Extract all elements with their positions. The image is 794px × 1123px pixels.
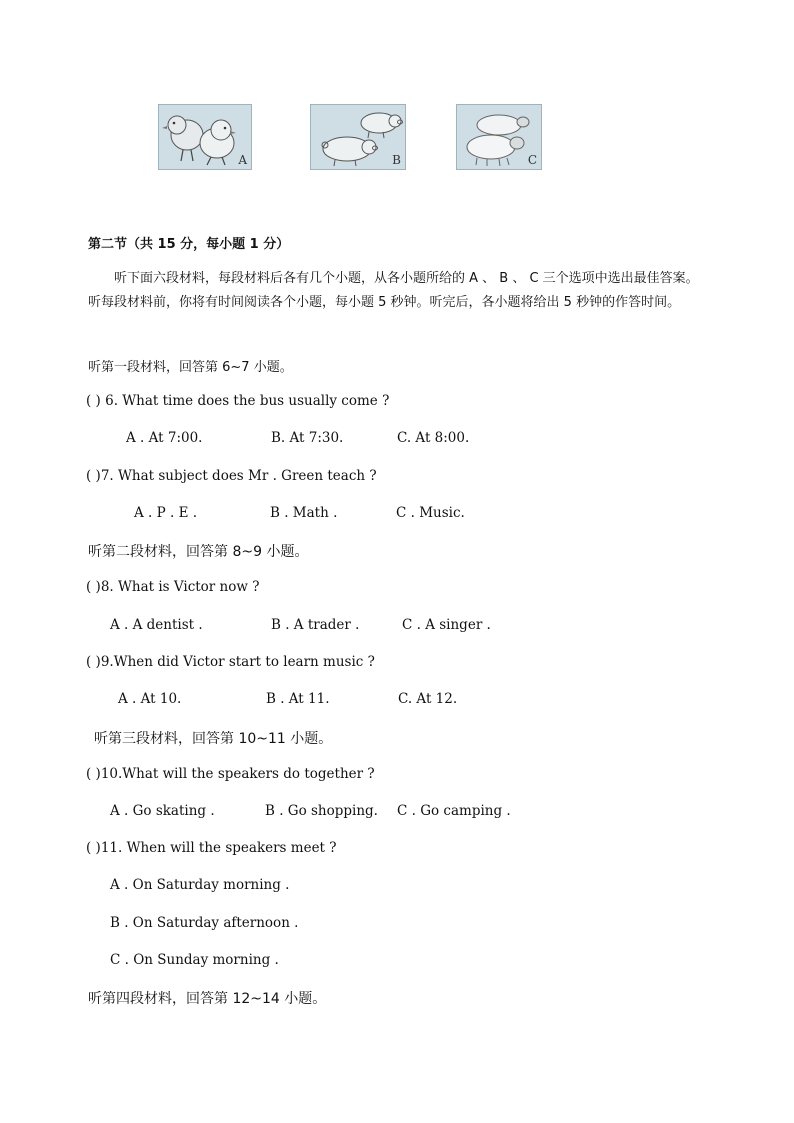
q9-option-a[interactable]: A . At 10.: [118, 691, 182, 707]
q6-option-a[interactable]: A . At 7:00.: [126, 430, 203, 446]
question-11: ( )11. When will the speakers meet ?: [86, 840, 337, 856]
picture-label-c: C: [527, 153, 537, 167]
picture-label-b: B: [392, 153, 401, 167]
question-10: ( )10.What will the speakers do together ?: [86, 766, 375, 782]
q7-option-c[interactable]: C . Music.: [396, 505, 465, 521]
question-6: ( ) 6. What time does the bus usually come ?: [86, 393, 390, 409]
q6-option-c[interactable]: C. At 8:00.: [397, 430, 470, 446]
picture-option-c: [456, 104, 542, 170]
material-3-intro: 听第三段材料，回答第 10~11 小题。: [94, 731, 333, 747]
section-instructions: 听下面六段材料，每段材料后各有几个小题，从各小题所给的 A 、 B 、 C 三个选项中选出最佳答案。听每段材料前，你将有时间阅读各个小题，每小题 5 秒钟。听完后，各小题将给出 5 秒钟的作答时间。: [88, 271, 699, 310]
question-8: ( )8. What is Victor now ?: [86, 579, 260, 595]
picture-option-b: [310, 104, 406, 170]
q8-option-a[interactable]: A . A dentist .: [110, 617, 203, 633]
q6-option-b[interactable]: B. At 7:30.: [271, 430, 344, 446]
q10-option-c[interactable]: C . Go camping .: [397, 803, 511, 819]
q11-option-a[interactable]: A . On Saturday morning .: [110, 877, 290, 893]
q9-option-c[interactable]: C. At 12.: [398, 691, 458, 707]
q8-option-c[interactable]: C . A singer .: [402, 617, 491, 633]
q8-option-b[interactable]: B . A trader .: [271, 617, 360, 633]
question-7: ( )7. What subject does Mr . Green teach ?: [86, 468, 377, 484]
question-9: ( )9.When did Victor start to learn music ?: [86, 654, 375, 670]
q10-option-a[interactable]: A . Go skating .: [110, 803, 215, 819]
q9-option-b[interactable]: B . At 11.: [266, 691, 330, 707]
q7-option-a[interactable]: A . P . E .: [134, 505, 198, 521]
q11-option-c[interactable]: C . On Sunday morning .: [110, 952, 279, 968]
picture-option-a: [158, 104, 252, 170]
q11-option-b[interactable]: B . On Saturday afternoon .: [110, 915, 299, 931]
material-1-intro: 听第一段材料，回答第 6~7 小题。: [88, 360, 293, 375]
section-heading: 第二节（共 15 分，每小题 1 分）: [88, 237, 290, 252]
q10-option-b[interactable]: B . Go shopping.: [265, 803, 378, 819]
material-2-intro: 听第二段材料，回答第 8~9 小题。: [88, 544, 309, 560]
q7-option-b[interactable]: B . Math .: [270, 505, 338, 521]
material-4-intro: 听第四段材料，回答第 12~14 小题。: [88, 991, 327, 1007]
picture-label-a: A: [238, 153, 247, 167]
